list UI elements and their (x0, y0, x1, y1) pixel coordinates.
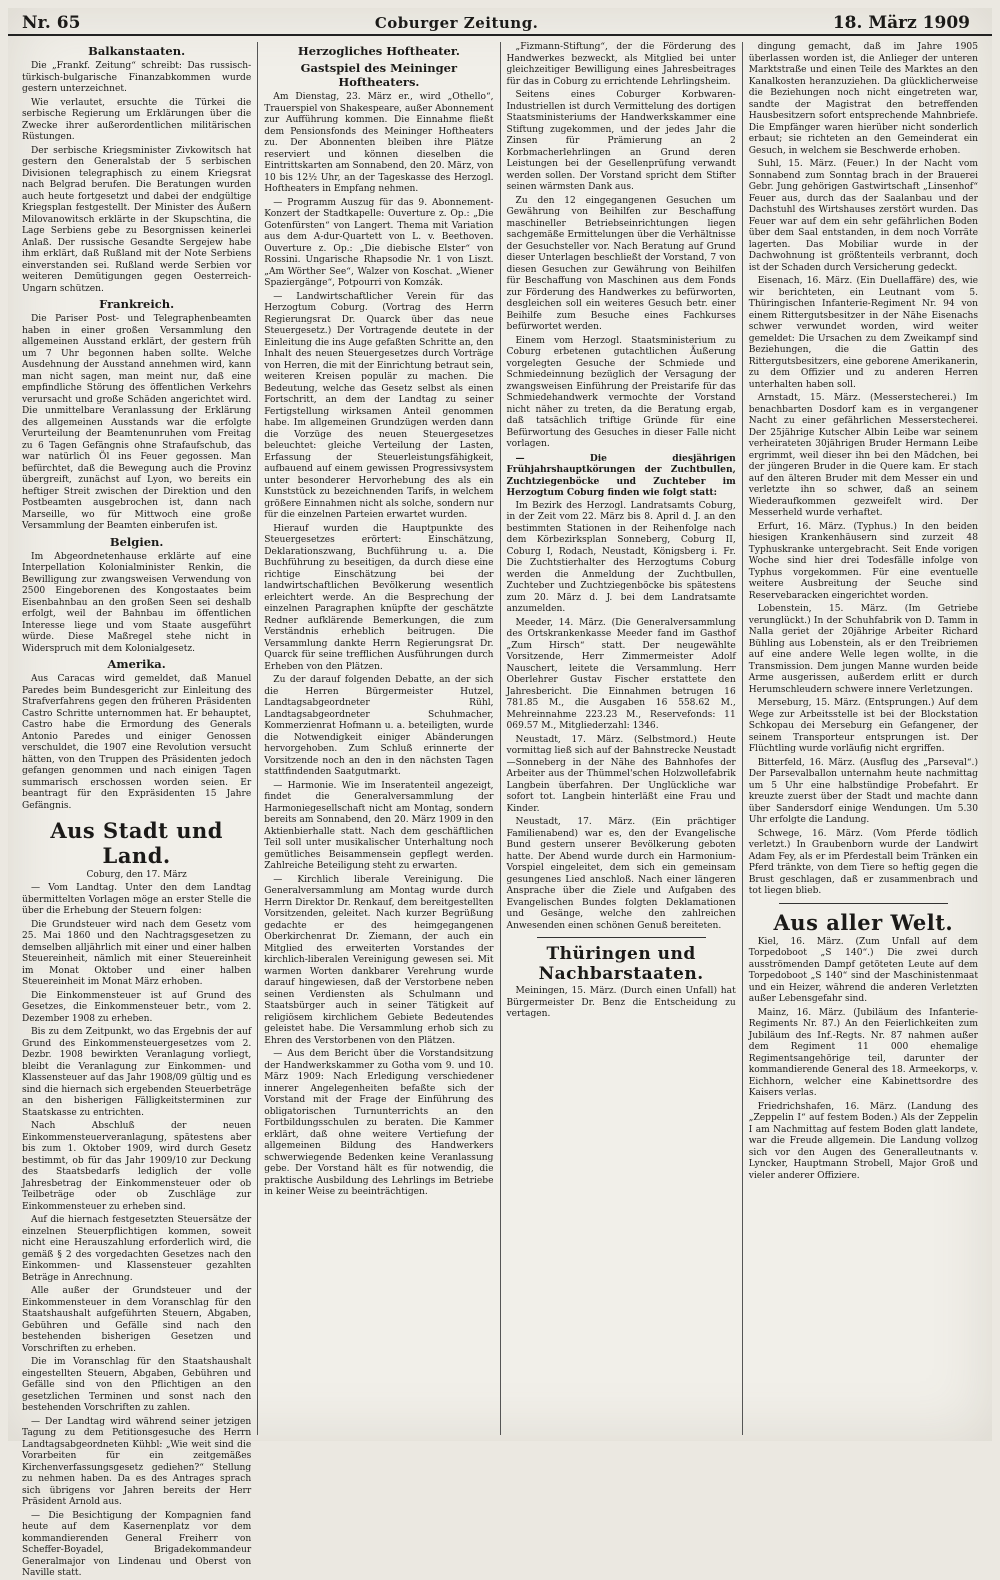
article-paragraph: Die im Voranschlag für den Staatshaushalt eingestellten Steuern, Abgaben, Gebühren und Gefälle sind von den Pflichtigen an den gesetzlichen Terminen und sonst nach den bestehenden Vorschriften zu zahlen. (22, 1357, 252, 1413)
heading-frankreich: Frankreich. (99, 297, 175, 311)
article-paragraph: Merseburg, 15. März. (Entsprungen.) Auf dem Wege zur Arbeitsstelle ist bei der Blockstation Schkopau dei Merseburg ein Gefangener, der seinem Transporteur entsprungen ist. Der Flüchtling wurde vorläufig nicht ergriffen. (748, 698, 978, 754)
article-paragraph: Alle außer der Grundsteuer und der Einkommensteuer in dem Voranschlag für den Staatshaushalt aufgeführten Steuern, Abgaben, Gebühren und Gefälle sind nach den bestehenden bisherigen Gesetzen und Vorschriften zu erheben. (22, 1286, 252, 1354)
dateline: Coburg, den 17. März (86, 870, 187, 880)
subheading-gastspiel: Gastspiel des Meininger Hoftheaters. (300, 61, 458, 89)
column-3 (501, 42, 743, 1435)
divider (537, 937, 706, 938)
article-paragraph: — Die diesjährigen Frühjahrshauptkörungen der Zuchtbullen, Zuchtziegenböcke und Zuchteber im Herzogtum Coburg finden wie folgt statt: (506, 452, 736, 498)
divider (779, 903, 948, 904)
heading-amerika: Amerika. (107, 657, 166, 671)
article-paragraph: Lobenstein, 15. März. (Im Getriebe verunglückt.) In der Schuhfabrik von D. Tamm in Nalla geriet der 20jährige Arbeiter Richard Bühling aus Lobenstein, als er den Treibriemen auf eine andere Welle legen wollte, in die Transmission. Dem jungen Manne wurden beide Arme ausgerissen, außerdem erlitt er durch Herumschleudern schwere innere Verletzungen. (748, 604, 978, 695)
heading-hoftheater: Herzogliches Hoftheater. (297, 44, 460, 58)
column-1 (16, 42, 258, 1578)
article-paragraph: — Aus dem Bericht über die Vorstandsitzung der Handwerkskammer zu Gotha vom 9. und 10. März 1909: Nach Erledigung verschiedener innerer Angelegenheiten befaßte sich der Vorstand mit der Frage der Einführung des obligatorischen Turnunterrichts an den Fortbildungsschulen zu beraten. Die Kammer erklärt, daß ohne weitere Vertiefung der allgemeinen Bildung des Handwerkers schwerwiegende Bedenken keine Veranlassung gebe. Der Vorstand hält es für notwendig, die praktische Ausbildung des Lehrlings im Betriebe in keiner Weise zu beeinträchtigen. (264, 1049, 494, 1197)
article-paragraph: Neustadt, 17. März. (Ein prächtiger Familienabend) war es, den der Evangelische Bund gestern unserer Bevölkerung geboten hatte. Der Abend wurde durch ein Harmonium-Vorspiel eingeleitet, dem sich ein gemeinsam gesungenes Lied anschloß. Nach einer längeren Ansprache über die Ziele und Aufgaben des Evangelischen Bundes folgten Deklamationen und Gesänge, welche den zahlreichen Anwesenden einen schönen Genuß bereiteten. (506, 817, 736, 931)
article-paragraph: Mainz, 16. März. (Jubiläum des Infanterie-Regiments Nr. 87.) An den Feierlichkeiten zum Jubiläum des Inf.-Regts. Nr. 87 nahmen außer dem Regiment 11 000 ehemalige Regimentsangehörige teil, darunter der kommandierende General des 18. Armeekorps, v. Eichhorn, welcher eine Kabinettsordre des Kaisers verlas. (748, 1007, 978, 1098)
article-paragraph: Zu den 12 eingegangenen Gesuchen um Gewährung von Beihilfen zur Beschaffung maschineller Betriebseinrichtungen liegen sachgemäße Ermittelungen über die Verhältnisse der Gesuchsteller vor. Nach Beratung auf Grund dieser Unterlagen beschließt der Vorstand, 7 von diesen Gesuchen zur Gewährung von Beihilfen für Beschaffung von Maschinen aus dem Fonds zur Förderung des Handwerkes zu befürworten, desgleichen soll ein weiteres Gesuch betr. einer Beihilfe zum Besuche eines Fachkurses befürwortet werden. (506, 195, 736, 332)
heading-balkanstaaten: Balkanstaaten. (88, 44, 186, 58)
article-paragraph: Friedrichshafen, 16. März. (Landung des „Zeppelin I“ auf festem Boden.) Als der Zeppelin I am Nachmittag auf festem Boden glatt landete, war die Freude allgemein. Die Landung vollzog sich vor den Augen des Generalleutnants v. Lyncker, Hauptmann Strobell, Major Groß und vieler anderer Offiziere. (748, 1101, 978, 1181)
heading-thueringen: Thüringen und Nachbarstaaten. (538, 944, 704, 984)
article-paragraph: Die „Frankf. Zeitung“ schreibt: Das russisch-türkisch-bulgarische Finanzabkommen wurde gestern unterzeichnet. (22, 61, 252, 94)
masthead (8, 12, 992, 36)
issue-number: Nr. 65 (22, 13, 81, 33)
article-paragraph: — Vom Landtag. Unter den dem Landtag übermittelten Vorlagen möge an erster Stelle die über die Erhebung der Steuern folgen: (22, 883, 252, 916)
article-paragraph: Auf die hiernach festgesetzten Steuersätze der einzelnen Steuerpflichtigen kommen, soweit nicht eine Herauszahlung erforderlich wird, die gemäß § 2 des vorgedachten Gesetzes nach den Einkommen- und Klassensteuer gezahlten Beträge in Anrechnung. (22, 1215, 252, 1283)
article-paragraph: Am Dienstag, 23. März er., wird „Othello“, Trauerspiel von Shakespeare, außer Abonnement zur Aufführung kommen. Die Einnahme fließt dem Pensionsfonds des Meininger Hoftheaters zu. Der Abonnenten bleiben ihre Plätze reserviert und können dieselben die Eintrittskarten am Sonnabend, den 20. März, von 10 bis 12½ Uhr, an der Tageskasse des Herzogl. Hoftheaters in Empfang nehmen. (264, 92, 494, 194)
article-paragraph: Seitens eines Coburger Korbwaren-Industriellen ist durch Vermittelung des dortigen Staatsministeriums der Handwerkskammer eine Stiftung zugekommen, und der jedes Jahr die Zinsen für Prämierung an 2 Korbmacherlehrlingen an Grund deren Leistungen bei der Gesellenprüfung verwandt werden sollen. Der Vorstand spricht dem Stifter seinen wärmsten Dank aus. (506, 90, 736, 192)
article-paragraph: Bitterfeld, 16. März. (Ausflug des „Parseval“.) Der Parsevalballon unternahm heute nachmittag um 5 Uhr eine halbstündige Probefahrt. Er kreuzte zuerst über der Stadt und machte dann über Sandersdorf einige Wendungen. Um 5.30 Uhr erfolgte die Landung. (748, 757, 978, 825)
article-paragraph: Im Abgeordnetenhause erklärte auf eine Interpellation Kolonialminister Renkin, die Bewilligung zur zwangsweisen Verwendung von 2500 Eingeborenen des Kongostaates beim Eisenbahnbau an den großen Seen sei deshalb erfolgt, weil der Bahnbau im öffentlichen Interesse liege und vom Staate ausgeführt würde. Diese Maßregel stehe nicht in Widerspruch mit dem Kolonialgesetz. (22, 551, 252, 654)
article-paragraph: dingung gemacht, daß im Jahre 1905 überlassen worden ist, die Anlieger der unteren Marktstraße und einen Teile des Marktes an den Kanalkosten heranzuziehen. Da glücklicherweise die Beziehungen noch nicht eingetreten war, sandte der Magistrat den betreffenden Hausbesitzern sofort entsprechende Mahnbriefe. Die Empfänger waren hierüber nicht sonderlich erbaut; sie richteten an den Gemeinderat ein Gesuch, in welchem sie Beschwerde erhoben. (748, 42, 978, 156)
newspaper-page (8, 8, 992, 1578)
article-paragraph: — Programm Auszug für das 9. Abonnement-Konzert der Stadtkapelle: Ouverture z. Op.: „Die Gotenfürsten“ von Langert. Thema mit Variation aus dem A-dur-Quartett von L. v. Beethoven. Ouverture z. Op.: „Die diebische Elster“ von Rossini. Ungarische Rhapsodie Nr. 1 von Liszt. „Am Wörther See“, Walzer von Koschat. „Wiener Spaziergänge“, Potpourri von Komzák. (264, 197, 494, 288)
article-paragraph: — Die Besichtigung der Kompagnien fand heute auf dem Kasernenplatz vor dem kommandierenden General Freiherr von Scheffer-Boyadel, Brigadekommandeur Generalmajor von Lindenau und Oberst von Naville statt. (22, 1510, 252, 1578)
article-paragraph: Suhl, 15. März. (Feuer.) In der Nacht vom Sonnabend zum Sonntag brach in der Brauerei Gebr. Jung gehörigen Gastwirtschaft „Linsenhof“ Feuer aus, durch das der Saalanbau und der Dachstuhl des Wirtshauses zerstört wurden. Das Feuer war auf dem ein sehr gefährlichen Boden über dem Saal entstanden, in dem noch Vorräte lagerten. Das Mobiliar wurde in der Dachwohnung ist größtenteils verbrannt, doch ist der Schaden durch Versicherung gedeckt. (748, 159, 978, 273)
article-paragraph: „Fizmann-Stiftung“, der die Förderung des Handwerkes bezweckt, als Mitglied bei unter gleichzeitiger Bewilligung eines Jahresbeitrages für das in Coburg zu errichtende Lehrlingsheim. (506, 42, 736, 87)
article-paragraph: Neustadt, 17. März. (Selbstmord.) Heute vormittag ließ sich auf der Bahnstrecke Neustadt—Sonneberg in der Nähe des Bahnhofes der Arbeiter aus der Thümmel'schen Holzwollefabrik Langbein überfahren. Der Unglückliche war sofort tot. Langbein hinterläßt eine Frau und Kinder. (506, 734, 736, 814)
column-4 (743, 42, 984, 1435)
article-paragraph: Eisenach, 16. März. (Ein Duellaffäre) des, wie wir berichteten, ein Leutnant vom 5. Thüringischen Infanterie-Regiment Nr. 94 von einem Rittergutsbesitzer in der Nähe Eisenachs schwer verwundet worden, wird weiter gemeldet: Die Ursachen zu dem Zweikampf sind Beziehungen, die die Gattin des Rittergutsbesitzers, eine geborene Amerikanerin, zu dem Offizier und zu anderen Herren unterhalten haben soll. (748, 276, 978, 390)
heading-aus-aller-welt: Aus aller Welt. (773, 909, 954, 935)
columns (16, 42, 984, 1578)
article-paragraph: — Harmonie. Wie im Inseratenteil angezeigt, findet die Generalversammlung der Harmoniegesellschaft nicht am Montag, sondern bereits am Sonnabend, den 20. März 1909 in den Aktienbierhalle statt. Nach dem geschäftlichen Teil soll unter musikalischer Unterhaltung noch gemütliches Beisammensein gepflegt werden. Zahlreiche Beteiligung steht zu erwarten. (264, 780, 494, 871)
article-paragraph: Bis zu dem Zeitpunkt, wo das Ergebnis der auf Grund des Einkommensteuergesetzes vom 2. Dezbr. 1908 bewirkten Veranlagung vorliegt, bleibt die Veranlagung zur Einkommen- und Klassensteuer auf das Jahr 1908/09 gültig und es sind die hiernach sich ergebenden Steuerbeträge an den bisherigen Fälligkeitsterminen zur Staatskasse zu entrichten. (22, 1027, 252, 1118)
article-paragraph: Einem vom Herzogl. Staatsministerium zu Coburg erbetenen gutachtlichen Äußerung vorgelegten Gesuche der Schmiede und Schmiedeinnung bezüglich der Versagung der zwangsweisen Einführung der Preistarife für das Schmiedehandwerk vermochte der Vorstand nicht näher zu treten, da die Beratung ergab, daß tatsächlich triftige Gründe für eine Befürwortung des Gesuches in dieser Falle nicht vorlagen. (506, 335, 736, 449)
article-paragraph: Die Pariser Post- und Telegraphenbeamten haben in einer großen Versammlung den allgemeinen Ausstand erklärt, der gestern früh um 7 Uhr begonnen haben sollte. Welche Ausdehnung der Ausstand annehmen wird, kann man nicht sagen, man meint nur, daß eine empfindliche Störung des öffentlichen Verkehrs verursacht und große Schäden angerichtet wird. Die unmittelbare Veranlassung der Erklärung des allgemeinen Ausstands war die erfolgte Verurteilung der Beamtenunruhen vom Freitag zu 6 Tagen Gefängnis ohne Strafaufschub, das war natürlich Öl ins Feuer gegossen. Man befürchtet, daß die Bewegung auch die Provinz übergreift, zunächst auf Lyon, wo bereits ein heftiger Streit zwischen der Direktion und den Postbeamten ausgebrochen ist, dann nach Marseille, wo für Mittwoch eine große Versammlung der Beamten einberufen ist. (22, 314, 252, 531)
heading-aus-stadt-und-land: Aus Stadt und Land. (50, 818, 223, 868)
article-paragraph: Die Einkommensteuer ist auf Grund des Gesetzes, die Einkommensteuer betr., vom 2. Dezember 1908 zu erheben. (22, 990, 252, 1024)
article-paragraph: Erfurt, 16. März. (Typhus.) In den beiden hiesigen Krankenhäusern sind zurzeit 48 Typhuskranke untergebracht. Seit Ende vorigen Woche sind hier drei Todesfälle infolge von Typhus vorgekommen. Für eine eventuelle weitere Ausbreitung der Seuche sind Reservebaracken eingerichtet worden. (748, 521, 978, 601)
article-paragraph: Schwege, 16. März. (Vom Pferde tödlich verletzt.) In Graubenborn wurde der Landwirt Adam Fey, als er im Pferdestall beim Tränken ein Pferd tränkte, von dem Tiere so heftig gegen die Brust geschlagen, daß er zusammenbrach und tot liegen blieb. (748, 828, 978, 896)
article-paragraph: Nach Abschluß der neuen Einkommensteuerveranlagung, spätestens aber bis zum 1. Oktober 1909, wird durch Gesetz bestimmt, ob für das Jahr 1909/10 zur Deckung des Staatsbedarfs lediglich der volle Jahresbetrag der Einkommensteuer oder ob Teilbeträge oder ob Zuschläge zur Einkommensteuer zu erheben sind. (22, 1121, 252, 1212)
article-paragraph: Der serbische Kriegsminister Zivkowitsch hat gestern den Generalstab der 5 serbischen Divisionen telegraphisch zu einem Kriegsrat nach Belgrad berufen. Die Beratungen wurden auch heute fortgesetzt und dabei der endgültige Kriegsplan festgestellt. Der Minister des Äußern Milovanowitsch erklärte in der Skupschtina, die Lage Serbiens gebe zu Besorgnissen keinerlei Anlaß. Der russische Gesandte Sergejew habe ihm erklärt, daß Rußland mit der Note Serbiens einverstanden sei. Rußland werde Serbien vor weiteren Demütigungen gegen Oesterreich-Ungarn schützen. (22, 145, 252, 294)
article-paragraph: Zu der darauf folgenden Debatte, an der sich die Herren Bürgermeister Hutzel, Landtagsabgeordneter Rühl, Landtagsabgeordneter Schuhmacher, Kommerzienrat Hofmann u. a. beteiligten, wurde die Notwendigkeit einiger Abänderungen hervorgehoben. Zum Schluß erinnerte der Vorsitzende noch an den in den nächsten Tagen stattfindenden Saatgutmarkt. (264, 675, 494, 777)
issue-date: 18. März 1909 (832, 13, 970, 33)
newspaper-title: Coburger Zeitung. (374, 14, 539, 32)
column-2 (258, 42, 500, 1435)
article-paragraph: Aus Caracas wird gemeldet, daß Manuel Paredes beim Bundesgericht zur Einleitung des Strafverfahrens gegen den früheren Präsidenten Castro Schritte unternommen hat. Er behauptet, Castro habe die Ermordung des Generals Antonio Paredes und einiger Genossen verschuldet, die 1907 eine Revolution versucht hätten, von den Truppen des Präsidenten jedoch gefangen genommen und nach einigen Tagen summarisch erschossen worden seien. Er beantragt für den Expräsidenten 15 Jahre Gefängnis. (22, 674, 252, 811)
article-paragraph: Wie verlautet, ersuchte die Türkei die serbische Regierung um Erklärungen über die Zwecke ihrer außerordentlichen militärischen Rüstungen. (22, 97, 252, 142)
heading-belgien: Belgien. (109, 534, 164, 549)
article-paragraph: Die Grundsteuer wird nach dem Gesetz vom 25. Mai 1860 und den Nachtragsgesetzen zu demselben alljährlich mit einer und einer halben Steuereinheit, nämlich mit einer Steuereinheit im Monat Oktober und einer halben Steuereinheit im Monat März erhoben. (22, 919, 252, 987)
article-paragraph: — Landwirtschaftlicher Verein für das Herzogtum Coburg. (Vortrag des Herrn Regierungsrat Dr. Quarck über das neue Steuergesetz.) Der Vortragende deutete in der Einleitung die ins Auge gefaßten Schritte an, den Inhalt des neuen Steuergesetzes durch Vorträge von Herren, die mit der Einrichtung betraut sein, weiteren Kreisen populär zu machen. Die Bedeutung, welche das Gesetz selbst als einen Fortschritt, an dem der Landtag zu seiner Fertigstellung wirksamen Anteil genommen habe. Im allgemeinen Grundzügen werden dann die Vorzüge des neuen Steuergesetzes beleuchtet: gleiche Verteilung der Lasten, Erfassung der Steuerleistungsfähigkeit, aufbauend auf einem gewissen Progressivsystem unter besonderer Hervorhebung des als ein Kunststück zu bezeichnenden Tarifs, in welchem größere Einnahmen nicht als solche, sondern nur für die einzelnen Parteien erwartet wurden. (264, 291, 494, 520)
article-paragraph: Arnstadt, 15. März. (Messerstecherei.) Im benachbarten Dosdorf kam es in vergangener Nacht zu einer gefährlichen Messerstecherei. Der 25jährige Kutscher Albin Leibe war seinem verheirateten 30jährigen Bruder Hermann Leibe ergrimmt, weil dieser ihn bei den Mädchen, bei der jüngeren Bruder in die Quere kam. Er stach auf den älteren Bruder mit dem Messer ein und verletzte ihn so schwer, daß an seinem Wiederaufkommen gezweifelt wird. Der Messerheld wurde verhaftet. (748, 393, 978, 518)
article-paragraph: Im Bezirk des Herzogl. Landratsamts Coburg, in der Zeit vom 22. März bis 8. April d. J. an den bestimmten Stationen in der Reihenfolge nach dem Körbezirksplan Sonneberg, Coburg II, Coburg I, Rodach, Neustadt, Königsberg i. Fr. Die Zuchtstierhalter des Herzogtums Coburg werden die Anmeldung der Zuchtbullen, Zuchteber und Zuchtziegenböcke bis spätestens zum 20. März d. J. bei dem Landratsamte anzumelden. (506, 500, 736, 614)
article-paragraph: — Der Landtag wird während seiner jetzigen Tagung zu dem Petitionsgesuche des Herrn Landtagsabgeordneten Kühbl: „Wie weit sind die Vorarbeiten für ein zeitgemäßes Kirchenverfassungsgesetz gediehen?“ Stellung zu nehmen haben. Da es des Antrages sprach sich übrigens vor Jahren bereits der Herr Präsident Arnold aus. (22, 1416, 252, 1507)
article-paragraph: Kiel, 16. März. (Zum Unfall auf dem Torpedoboot „S 140“.) Die zwei durch ausströmenden Dampf getöteten Leute auf dem Torpedoboot „S 140“ sind der Maschinistenmaat und ein Heizer, während die anderen Verletzten außer Lebensgefahr sind. (748, 936, 978, 1004)
article-paragraph: Hierauf wurden die Hauptpunkte des Steuergesetzes erörtert: Einschätzung, Deklarationszwang, Buchführung u. a. Die Buchführung zu beseitigen, da durch diese eine richtige Einschätzung bei der landwirtschaftlichen Bevölkerung wesentlich erleichtert werde. An die Besprechung der einzelnen Paragraphen knüpfte der geschätzte Redner aufklärende Bemerkungen, die zum Verständnis erheblich beitrugen. Die Versammlung dankte Herrn Regierungsrat Dr. Quarck für seine trefflichen Ausführungen durch Erheben von den Plätzen. (264, 523, 494, 672)
article-paragraph: Meiningen, 15. März. (Durch einen Unfall) hat Bürgermeister Dr. Benz die Entscheidung zu vertagen. (506, 986, 736, 1019)
article-paragraph: Meeder, 14. März. (Die Generalversammlung des Ortskrankenkasse Meeder fand im Gasthof „Zum Hirsch“ statt. Der neugewählte Vorsitzende, Herr Zimmermeister Adolf Nauschert, leitete die Versammlung. Herr Oberlehrer Gustav Fischer erstattete den Jahresbericht. Die Einnahmen betrugen 16 781.85 M., die Ausgaben 16 558.62 M., Mehreinnahme 223.23 M., Reservefonds: 11 069.57 M., Mitgliederzahl: 1346. (506, 617, 736, 731)
article-paragraph: — Kirchlich liberale Vereinigung. Die Generalversammlung am Montag wurde durch Herrn Direktor Dr. Renkauf, dem bereitgestellten Vorsitzenden, geleitet. Nach kurzer Begrüßung gedachte er des heimgegangenen Oberkirchenrat Dr. Ziemann, der auch ein Mitglied des erweiterten Vorstandes der kirchlich-liberalen Vereinigung gewesen sei. Mit warmen Worten dankbarer Verehrung wurde darauf hingewiesen, daß der Verstorbene neben seinen Verdiensten als Schulmann und Staatsbürger auch in seiner Tätigkeit auf religiösem kirchlichem Gebiete Bedeutendes geleistet habe. Die Versammlung erhob sich zu Ehren des Verstorbenen von den Plätzen. (264, 874, 494, 1046)
